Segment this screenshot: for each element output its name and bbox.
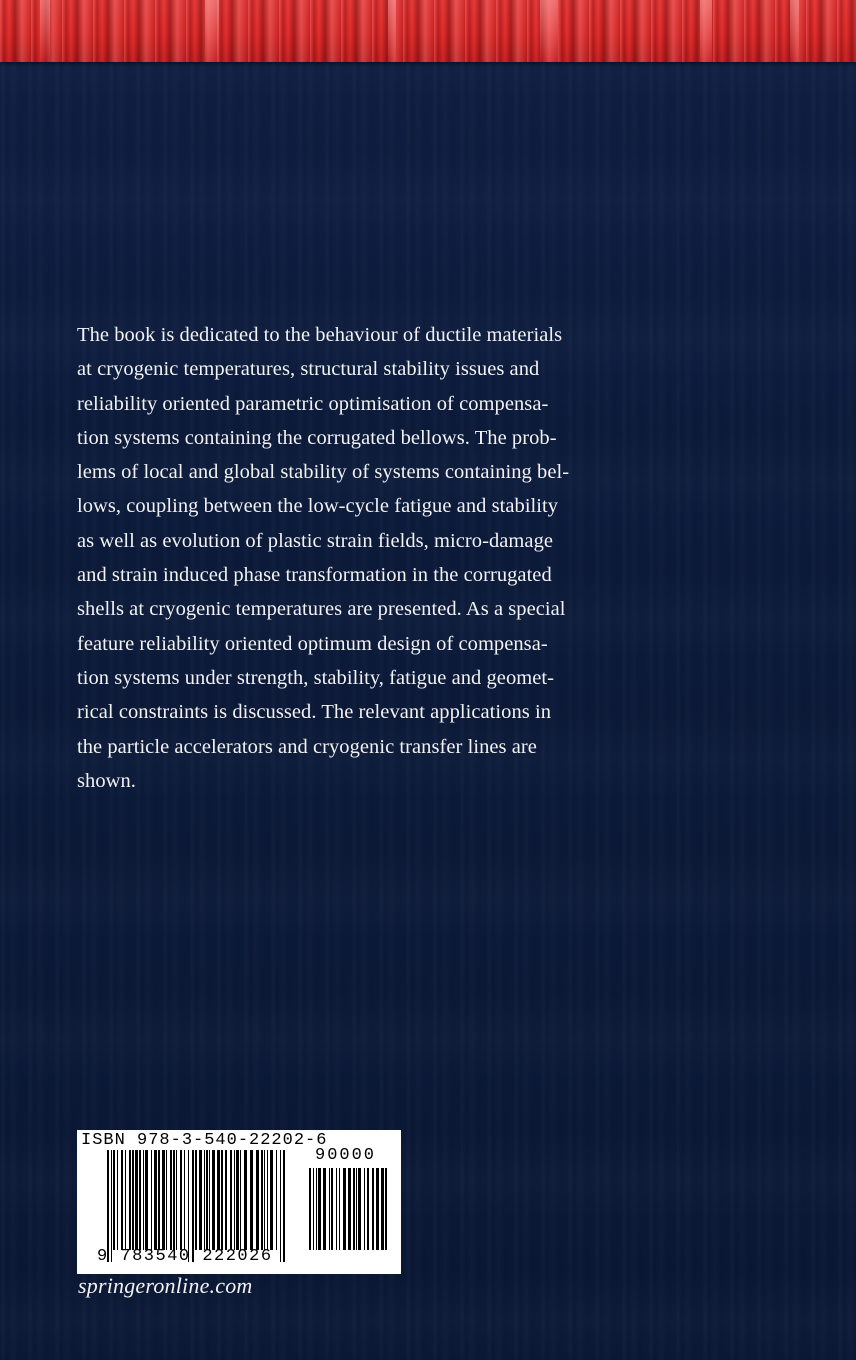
barcode-bar (184, 1150, 185, 1250)
isbn-barcode (77, 1130, 401, 1274)
barcode-bar (113, 1150, 115, 1250)
barcode-bar (195, 1150, 197, 1250)
barcode-bar (135, 1150, 138, 1250)
barcode-bar (236, 1150, 239, 1250)
description-line: the particle accelerators and cryogenic transfer lines are (77, 735, 537, 758)
barcode-bar (240, 1150, 241, 1250)
barcode-bar (143, 1150, 144, 1250)
barcode-bar (364, 1168, 365, 1250)
barcode-bar (230, 1150, 232, 1250)
band-streak (40, 0, 50, 62)
barcode-bar (309, 1168, 311, 1250)
barcode-bar (151, 1150, 152, 1250)
band-streak (790, 0, 799, 62)
description-line: lems of local and global stability of systems containing bel- (77, 461, 570, 484)
barcode-bar (166, 1150, 167, 1250)
barcode-bar (348, 1168, 351, 1250)
barcode-bar (107, 1150, 109, 1262)
barcode-bar (264, 1150, 265, 1250)
barcode-bar (316, 1168, 317, 1250)
barcode-bar (381, 1168, 384, 1250)
barcode-bar (139, 1150, 141, 1250)
barcode-bar (267, 1150, 268, 1250)
barcode-bar (376, 1168, 379, 1250)
description-line: at cryogenic temperatures, structural stability issues and (77, 358, 540, 381)
barcode-bar (158, 1150, 160, 1250)
barcode-bar (206, 1150, 208, 1250)
barcode-bar (367, 1168, 369, 1250)
barcode-bar (212, 1150, 215, 1250)
description-line: The book is dedicated to the behaviour of ductile materials (77, 324, 563, 346)
barcode-bar (329, 1168, 330, 1250)
description-line: shown. (77, 769, 136, 792)
barcode-bar (358, 1168, 361, 1250)
barcode-bar (250, 1150, 253, 1250)
barcode-bar (154, 1150, 157, 1250)
barcode-bar (162, 1150, 165, 1250)
description-line: rical constraints is discussed. The relevant applications in (77, 701, 551, 724)
description-line: lows, coupling between the low-cycle fatigue and stability (77, 495, 559, 518)
barcode-bar (121, 1150, 123, 1250)
publisher-url: springeronline.com (78, 1273, 253, 1298)
barcode-bar (129, 1150, 131, 1250)
top-red-band (0, 0, 856, 62)
barcode-bar (180, 1150, 182, 1250)
barcode-bar (318, 1168, 321, 1250)
isbn-label: ISBN 978-3-540-22202-6 (81, 1131, 328, 1150)
barcode-bar (385, 1168, 387, 1250)
description-line: tion systems containing the corrugated bellows. The prob- (77, 426, 557, 449)
barcode-bar (261, 1150, 263, 1250)
barcode-bar (192, 1150, 194, 1262)
barcode-bar (283, 1150, 285, 1262)
barcode-bar (132, 1150, 134, 1250)
band-streak (388, 0, 396, 62)
description-line: shells at cryogenic temperatures are presented. As a special (77, 598, 566, 621)
barcode-bar (244, 1150, 247, 1250)
barcode-bar (111, 1150, 112, 1262)
barcode-bar (188, 1150, 189, 1262)
ean-barcode-bars (107, 1150, 287, 1262)
barcode-bar (323, 1168, 326, 1250)
description-line: tion systems under strength, stability, fatigue and geomet- (77, 666, 555, 689)
barcode-bar (125, 1150, 126, 1250)
barcode-bar (276, 1150, 277, 1250)
barcode-bar (372, 1168, 374, 1250)
barcode-bar (204, 1150, 205, 1250)
description-line: feature reliability oriented optimum design of compensa- (77, 632, 548, 655)
barcode-bar (209, 1150, 210, 1250)
barcode-bar (217, 1150, 220, 1250)
barcode-bar (353, 1168, 355, 1250)
price-addon-digits: 90000 (315, 1146, 377, 1165)
barcode-bar (170, 1150, 172, 1250)
barcode-bar (331, 1168, 333, 1250)
barcode-bar (280, 1150, 281, 1262)
barcode-bar (225, 1150, 227, 1250)
band-streak (205, 0, 219, 62)
barcode-bar (339, 1168, 340, 1250)
barcode-bar (356, 1168, 357, 1250)
barcode-bar (117, 1150, 118, 1250)
barcode-bar (176, 1150, 177, 1250)
barcode-bar (336, 1168, 337, 1250)
ean-digits: 9 783540 222026 (97, 1247, 273, 1266)
barcode-bar (270, 1150, 273, 1250)
barcode-bar (173, 1150, 175, 1250)
addon-barcode-bars (309, 1168, 391, 1262)
barcode-bar (256, 1150, 259, 1250)
barcode-bar (313, 1168, 314, 1250)
description-line: as well as evolution of plastic strain fields, micro-damage (77, 529, 554, 552)
band-streak (540, 0, 558, 62)
barcode-bar (343, 1168, 346, 1250)
description-line: reliability oriented parametric optimisation of compensa- (77, 392, 549, 415)
barcode-bar (221, 1150, 223, 1250)
description-line: and strain induced phase transformation in the corrugated (77, 564, 552, 587)
barcode-bar (145, 1150, 148, 1250)
book-description (77, 318, 627, 798)
band-streak (700, 0, 712, 62)
barcode-bar (234, 1150, 235, 1250)
barcode-bar (199, 1150, 202, 1250)
